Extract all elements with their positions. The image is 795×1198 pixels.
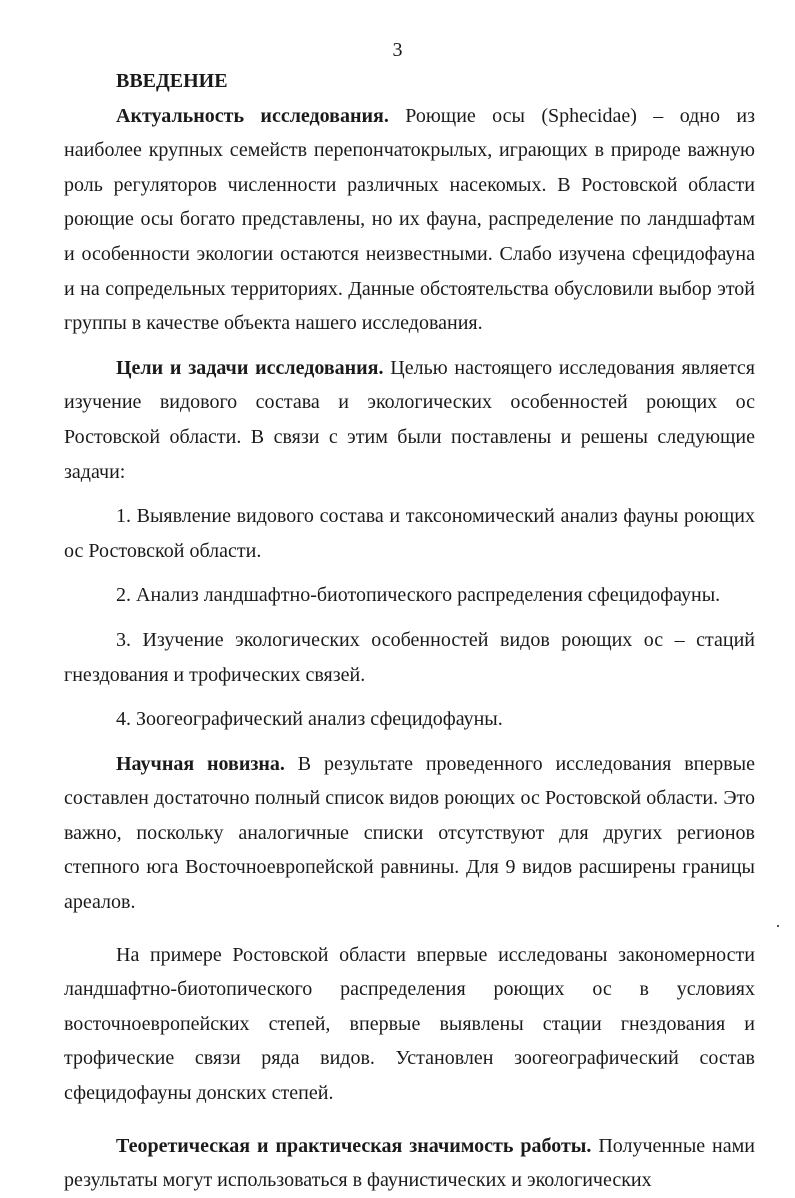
significance-paragraph: [64, 1129, 755, 1198]
novelty-body: В результате проведенного исследования впервые составлен достаточно полный список видов роющих ос Ростовской области. Это важно, поскольку аналогичные списки отсутствуют для других регионов степного юга Восточноевропейской равнины. Для 9 видов расширены границы ареалов.: [64, 752, 755, 914]
relevance-body: Роющие осы (Sphecidae) – одно из наиболее крупных семейств перепончатокрылых, играющих в природе важную роль регуляторов численности различных насекомых. В Ростовской области роющие осы богато представлены, но их фауна, распределение по ландшафтам и особенности экологии остаются неизвестными. Слабо изучена сфецидофауна и на сопредельных территориях. Данные обстоятельства обусловили выбор этой группы в качестве объекта нашего исследования.: [64, 104, 756, 335]
page-number: 3: [392, 39, 403, 61]
goals-title: Цели и задачи исследования.: [116, 356, 384, 379]
novelty-paragraph: [64, 747, 755, 920]
task-item-1: 1. Выявление видового состава и таксономический анализ фауны роющих ос Ростовской области.: [64, 505, 755, 562]
relevance-paragraph: [64, 99, 755, 341]
section-heading: ВВЕДЕНИЕ: [116, 70, 228, 92]
significance-body: Полученные нами результаты могут использоваться в фаунистических и экологических: [64, 1134, 756, 1192]
novelty-paragraph-2: На примере Ростовской области впервые исследованы закономерности ландшафтно-биотопического распределения роющих ос в условиях восточноевропейских степей, впервые выявлены стации гнездования и трофические связи ряда видов. Установлен зоогеографический состав сфецидофауны донских степей.: [64, 943, 755, 1105]
task-item-4: 4. Зоогеографический анализ сфецидофауны.: [116, 708, 503, 731]
novelty-title: Научная новизна.: [116, 752, 285, 775]
relevance-title: Актуальность исследования.: [116, 104, 389, 127]
goals-body: Целью настоящего исследования является изучение видового состава и экологических особенностей роющих ос Ростовской области. В связи с этим были поставлены и решены следующие задачи:: [64, 356, 755, 483]
document-body: [64, 64, 755, 1198]
task-item-3: 3. Изучение экологических особенностей видов роющих ос – стаций гнездования и трофических связей.: [64, 628, 755, 686]
significance-title: Теоретическая и практическая значимость работы.: [116, 1134, 592, 1157]
task-item-2: 2. Анализ ландшафтно-биотопического распределения сфецидофауны.: [116, 584, 721, 607]
goals-paragraph: [64, 351, 755, 489]
scan-mark: [777, 925, 779, 927]
